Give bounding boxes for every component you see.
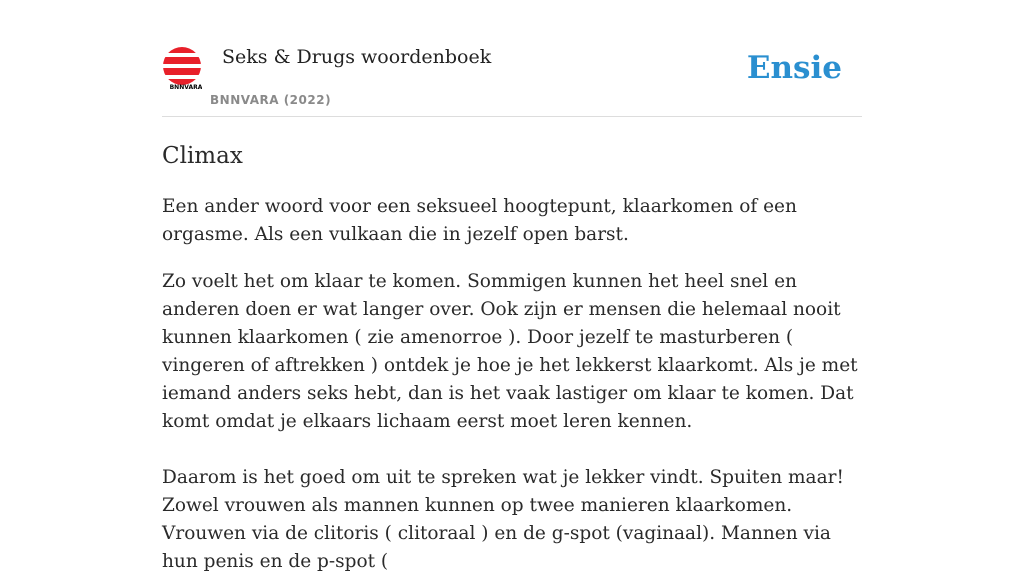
entry-paragraph: Daarom is het goed om uit te spreken wat je lekker vindt. Spuiten maar! Zowel vrouwen als mannen kunnen op twee manieren klaarkomen. Vrouwen via de clitoris ( clitoraal ) en de g-spot (vaginaal). Mannen via hun penis en de p-spot ( [162,467,844,572]
entry-paragraph: Een ander woord voor een seksueel hoogtepunt, klaarkomen of een orgasme. Als een vulkaan die in jezelf open barst. [162,196,797,245]
source-title[interactable]: Seks & Drugs woordenboek [222,46,492,68]
ensie-brand-logo[interactable]: Ensie [746,50,842,86]
entry-term: Climax [162,143,243,169]
logo-wordmark: BNNVARA [169,84,202,90]
source-meta: BNNVARA (2022) [210,93,332,107]
page [162,0,862,576]
entry-paragraph: Zo voelt het om klaar te komen. Sommigen kunnen het heel snel en anderen doen er wat langer over. Ook zijn er mensen die helemaal nooit kunnen klaarkomen ( zie amenorroe ). Door jezelf te masturberen ( vingeren of aftrekken ) ontdek je hoe je het lekkerst klaarkomt. Als je met iemand anders seks hebt, dan is het vaak lastiger om klaar te komen. Dat komt omdat je elkaars lichaam eerst moet leren kennen. [162,271,858,432]
bnnvara-logo-icon[interactable] [162,46,202,90]
source-header [162,0,862,117]
